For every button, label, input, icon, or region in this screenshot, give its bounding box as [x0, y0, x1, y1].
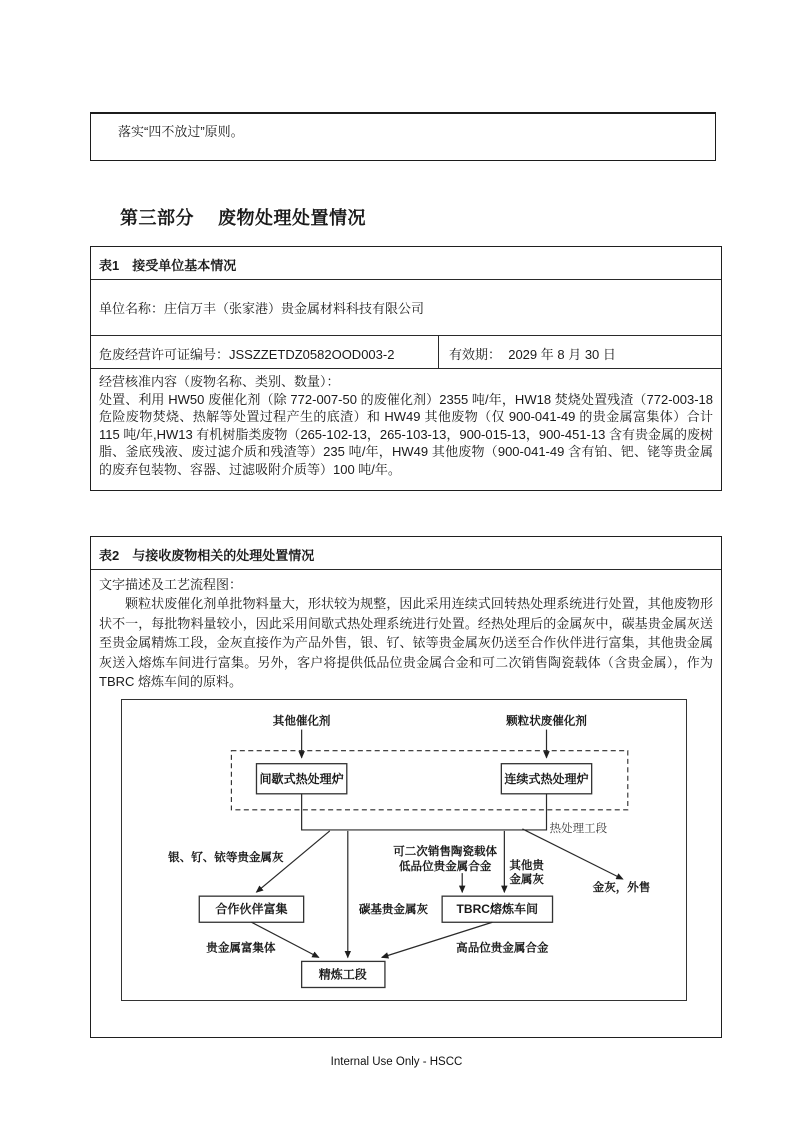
flow-label-high-grade: 高品位贵金属合金	[456, 942, 549, 955]
approval-body: 处置、利用 HW50 废催化剂（除 772-007-50 的废催化剂）2355 吨/年，HW18 焚烧处置残渣（772-003-18 危险废物焚烧、热解等处置过程产生的底渣）和 HW49 其他废物（仅 900-041-49 的贵金属富集体）合计 115 吨/年,HW13 有机树脂类废物（265-102-13，265-103-13，900-015-13，900-451-13 含有贵金属的废树脂、釜底残液、废过滤介质和残渣等）235 吨/年，HW49 其他废物（900-041-49 含有铂、钯、铑等贵金属的废弃包装物、容器、过滤吸附介质等）100 吨/年。	[99, 391, 713, 477]
box-partner-enrichment-label: 合作伙伴富集	[215, 902, 288, 917]
table1-approval-row	[91, 369, 721, 490]
flow-bus-line	[302, 794, 547, 830]
flow-label-granular-catalyst: 颗粒状废催化剂	[506, 715, 587, 728]
flow-label-concentrate: 贵金属富集体	[206, 942, 276, 955]
flow-label-client-line1: 可二次销售陶瓷载体	[393, 846, 498, 859]
footer-classification: Internal Use Only - HSCC	[330, 1056, 463, 1068]
flow-label-other-ash-line2: 金属灰	[509, 874, 544, 887]
validity-cell: 有效期： 2029 年 8 月 30 日	[438, 336, 721, 368]
table1-title: 表1 接受单位基本情况	[91, 247, 721, 280]
license-number-cell: 危废经营许可证编号：JSSZZETDZ0582OOD003-2	[99, 347, 395, 362]
flow-label-silver-ash: 银、钌、铱等贵金属灰	[168, 852, 284, 865]
section-title: 第三部分 废物处理处置情况	[120, 208, 366, 228]
flow-label-other-catalyst: 其他催化剂	[272, 715, 331, 728]
notice-text: 落实“四不放过”原则。	[118, 124, 244, 139]
flow-label-carbon-ash: 碳基贵金属灰	[358, 904, 429, 917]
notice-box	[90, 112, 716, 161]
box-refining-label: 精炼工段	[318, 967, 367, 982]
box-batch-furnace-label: 间歇式热处理炉	[259, 771, 344, 786]
table1-unit-name: 单位名称：庄信万丰（张家港）贵金属材料科技有限公司	[91, 280, 721, 336]
table2-body	[91, 570, 721, 1037]
process-flow-svg	[122, 700, 686, 1000]
box-continuous-furnace-label: 连续式热处理炉	[504, 771, 589, 786]
approval-label: 经营核准内容（废物名称、类别、数量）：	[99, 374, 340, 389]
stage-label: 热处理工段	[549, 822, 608, 835]
description-wrap	[99, 575, 713, 697]
box-tbrc-smelting-label: TBRC熔炼车间	[456, 902, 539, 917]
description-body: 颗粒状废催化剂单批物料量大，形状较为规整，因此采用连续式回转热处理系统进行处置，其他废物形状不一，每批物料量较小，因此采用间歇式热处理系统进行处置。经热处理后的金属灰中，碳基贵金属灰送至贵金属精炼工段，金灰直接作为产品外售，银、钌、铱等贵金属灰仍送至合作伙伴进行富集，其他贵金属灰送入熔炼车间进行富集。另外，客户将提供低品位贵金属合金和可二次销售陶瓷载体（含贵金属），作为 TBRC 熔炼车间的原料。	[99, 596, 713, 690]
flow-label-other-ash-line1: 其他贵	[509, 860, 544, 873]
table2-title: 表2 与接收废物相关的处理处置情况	[91, 537, 721, 570]
process-flow-diagram	[121, 699, 687, 1001]
table2-treatment-info	[90, 536, 722, 1038]
table1-recipient-info	[90, 246, 722, 491]
flow-label-gold-ash: 金灰，外售	[592, 882, 651, 895]
table1-license-row	[91, 336, 721, 369]
flow-label-client-line2: 低品位贵金属合金	[399, 861, 492, 874]
description-label: 文字描述及工艺流程图：	[99, 577, 243, 592]
